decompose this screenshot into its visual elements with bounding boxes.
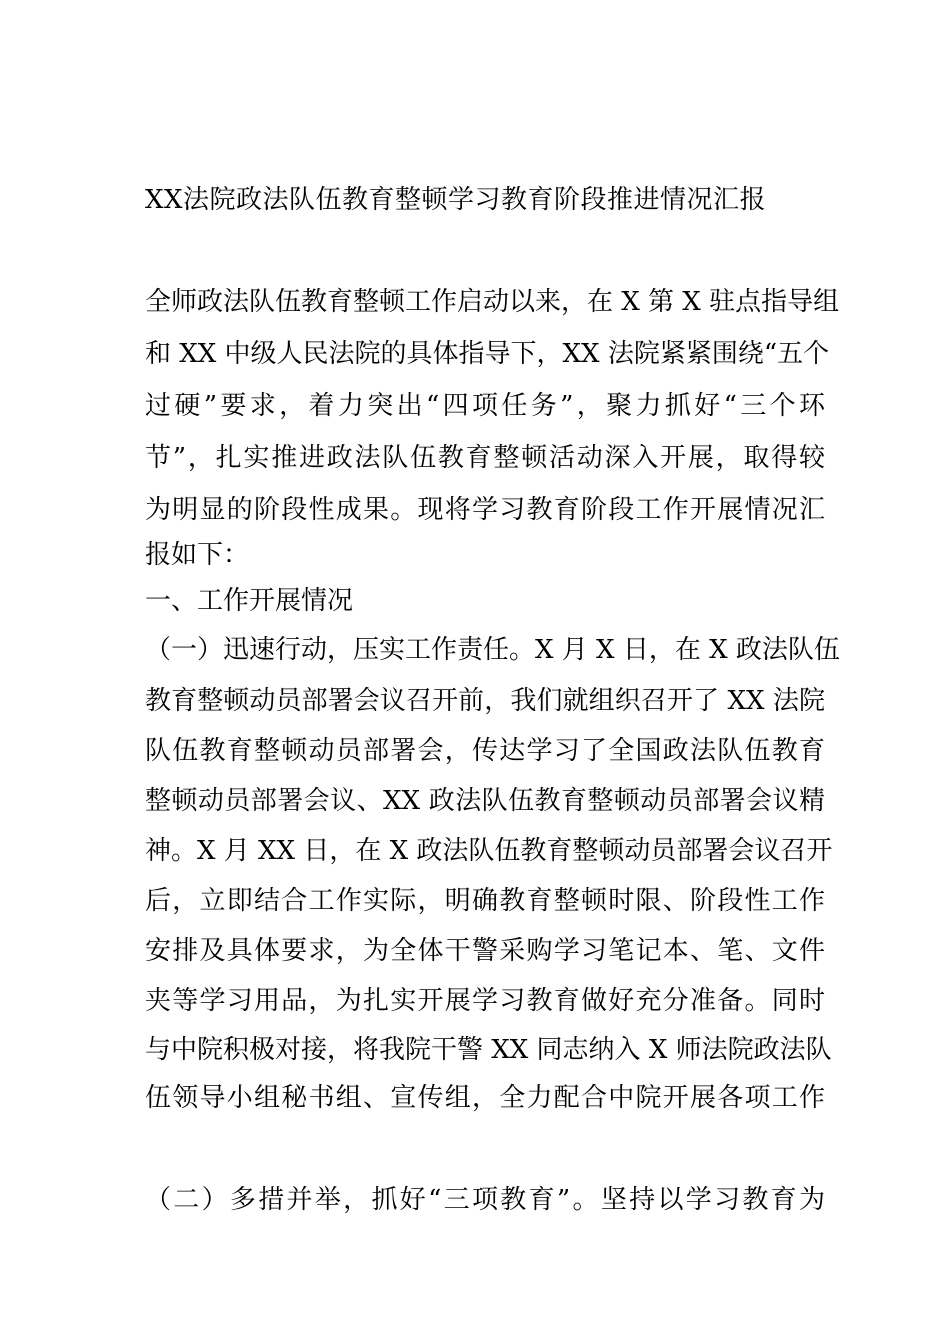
intro-line-1: 全师政法队伍教育整顿工作启动以来，在 X 第 X 驻点指导组 (145, 287, 840, 317)
subsection-1-line-10: 伍领导小组秘书组、宣传组，全力配合中院开展各项工作 (145, 1083, 825, 1113)
intro-line-2: 和 XX 中级人民法院的具体指导下，XX 法院紧紧围绕“五个 (145, 339, 830, 369)
subsection-1-line-6: 后，立即结合工作实际，明确教育整顿时限、阶段性工作 (145, 886, 825, 916)
subsection-1-line-7: 安排及具体要求，为全体干警采购学习笔记本、笔、文件 (145, 936, 825, 966)
document-title: XX法院政法队伍教育整顿学习教育阶段推进情况汇报 (145, 185, 767, 215)
section-1-heading: 一、工作开展情况 (145, 586, 354, 616)
intro-line-5: 为明显的阶段性成果。现将学习教育阶段工作开展情况汇 (145, 495, 825, 525)
subsection-1-line-1: （一）迅速行动，压实工作责任。X 月 X 日，在 X 政法队伍 (145, 635, 840, 665)
intro-line-6: 报如下： (145, 540, 250, 570)
intro-line-3: 过硬”要求，着力突出“四项任务”，聚力抓好“三个环 (145, 391, 825, 421)
subsection-1-line-3: 队伍教育整顿动员部署会，传达学习了全国政法队伍教育 (145, 736, 825, 766)
subsection-1-line-8: 夹等学习用品，为扎实开展学习教育做好充分准备。同时 (145, 986, 825, 1016)
subsection-1-line-5: 神。X 月 XX 日，在 X 政法队伍教育整顿动员部署会议召开 (145, 836, 833, 866)
subsection-1-line-9: 与中院积极对接，将我院干警 XX 同志纳入 X 师法院政法队 (145, 1035, 832, 1065)
subsection-2-line-1: （二）多措并举，抓好“三项教育”。坚持以学习教育为 (145, 1185, 825, 1215)
subsection-1-line-4: 整顿动员部署会议、XX 政法队伍教育整顿动员部署会议精 (145, 786, 825, 816)
subsection-1-line-2: 教育整顿动员部署会议召开前，我们就组织召开了 XX 法院 (145, 686, 825, 716)
intro-line-4: 节”，扎实推进政法队伍教育整顿活动深入开展，取得较 (145, 443, 825, 473)
